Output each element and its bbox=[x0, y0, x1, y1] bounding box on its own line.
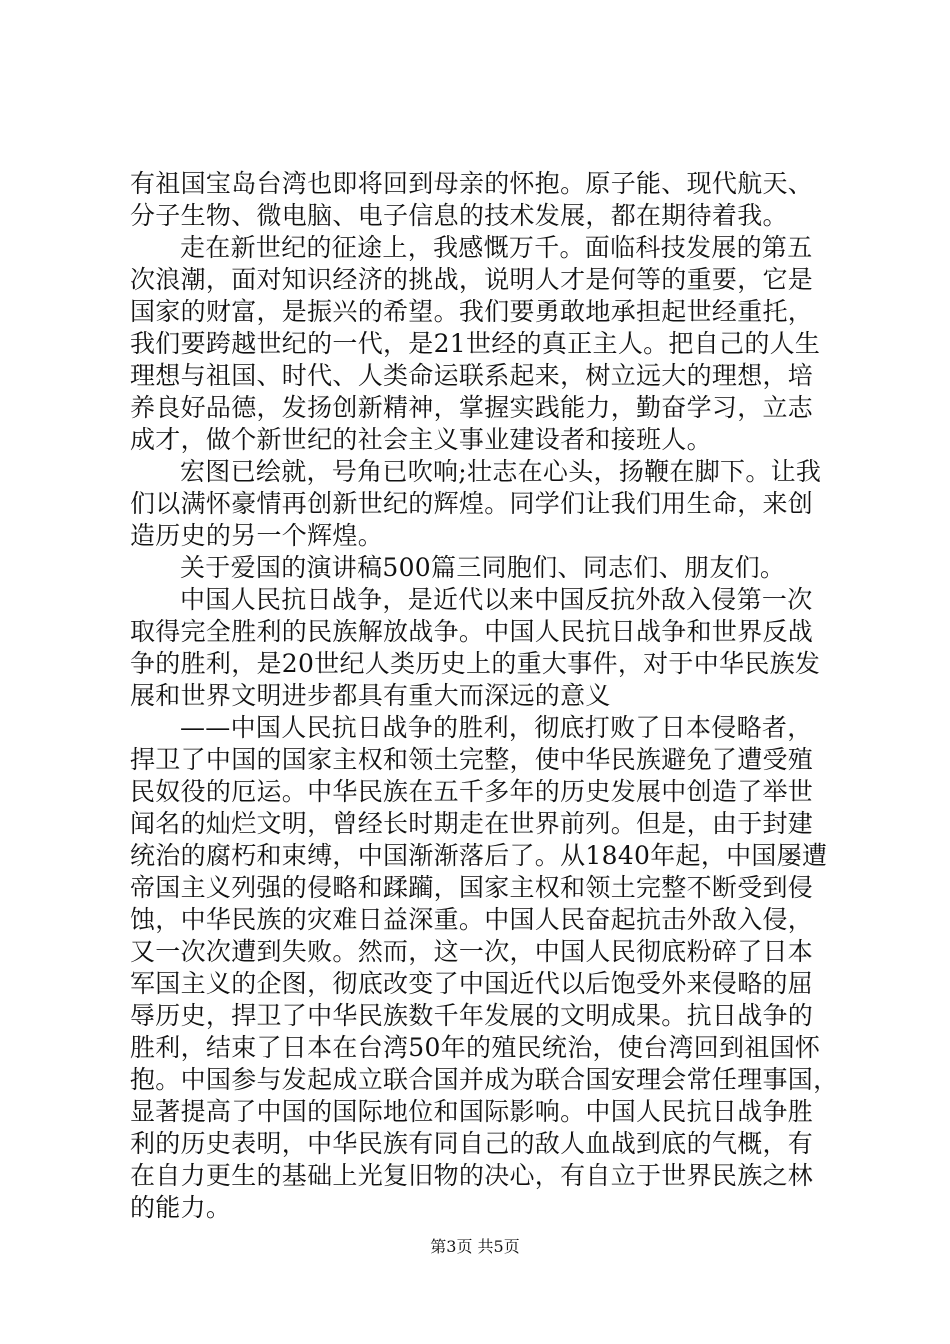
text-line: 分子生物、微电脑、电子信息的技术发展，都在期待着我。 bbox=[130, 201, 788, 230]
text-line: 的能力。 bbox=[130, 1193, 232, 1222]
text-line: 帝国主义列强的侵略和蹂躏，国家主权和领土完整不断受到侵 bbox=[130, 873, 814, 902]
text-line: 统治的腐朽和束缚，中国渐渐落后了。从1840年起，中国屡遭 bbox=[130, 841, 828, 870]
text-line: 我们要跨越世纪的一代，是21世经的真正主人。把自己的人生 bbox=[130, 329, 821, 358]
text-line: 养良好品德，发扬创新精神，掌握实践能力，勤奋学习，立志 bbox=[130, 393, 814, 422]
text-line: 显著提高了中国的国际地位和国际影响。中国人民抗日战争胜 bbox=[130, 1097, 814, 1126]
text-line: 宏图已绘就，号角已吹响;壮志在心头，扬鞭在脚下。让我 bbox=[180, 457, 822, 486]
text-line: 捍卫了中国的国家主权和领土完整，使中华民族避免了遭受殖 bbox=[130, 745, 814, 774]
text-line: 民奴役的厄运。中华民族在五千多年的历史发展中创造了举世 bbox=[130, 777, 814, 806]
text-line: 理想与祖国、时代、人类命运联系起来，树立远大的理想，培 bbox=[130, 361, 814, 390]
text-line: 走在新世纪的征途上，我感慨万千。面临科技发展的第五 bbox=[180, 233, 813, 262]
document-body bbox=[130, 168, 839, 1224]
text-line: 军国主义的企图，彻底改变了中国近代以后饱受外来侵略的屈 bbox=[130, 969, 814, 998]
text-line: 成才，做个新世纪的社会主义事业建设者和接班人。 bbox=[130, 425, 712, 454]
text-line: 造历史的另一个辉煌。 bbox=[130, 521, 384, 550]
text-line: 抱。中国参与发起成立联合国并成为联合国安理会常任理事国， bbox=[130, 1065, 839, 1094]
page-footer: 第3页 共5页 bbox=[430, 1237, 520, 1256]
text-line: 中国人民抗日战争，是近代以来中国反抗外敌入侵第一次 bbox=[180, 585, 813, 614]
text-line: 闻名的灿烂文明，曾经长时期走在世界前列。但是，由于封建 bbox=[130, 809, 814, 838]
text-line: 次浪潮，面对知识经济的挑战，说明人才是何等的重要，它是 bbox=[130, 265, 814, 294]
text-line: 利的历史表明，中华民族有同自己的敌人血战到底的气概，有 bbox=[130, 1129, 814, 1158]
text-line: 们以满怀豪情再创新世纪的辉煌。同学们让我们用生命，来创 bbox=[130, 489, 814, 518]
text-line: 展和世界文明进步都具有重大而深远的意义 bbox=[130, 681, 611, 710]
text-line: 辱历史，捍卫了中华民族数千年发展的文明成果。抗日战争的 bbox=[130, 1001, 814, 1030]
text-line: 取得完全胜利的民族解放战争。中国人民抗日战争和世界反战 bbox=[130, 617, 814, 646]
text-line: 争的胜利，是20世纪人类历史上的重大事件，对于中华民族发 bbox=[130, 649, 821, 678]
text-line: 又一次次遭到失败。然而，这一次，中国人民彻底粉碎了日本 bbox=[130, 937, 814, 966]
text-line: 国家的财富，是振兴的希望。我们要勇敢地承担起世经重托， bbox=[130, 297, 814, 326]
text-line: 有祖国宝岛台湾也即将回到母亲的怀抱。原子能、现代航天、 bbox=[130, 169, 814, 198]
text-line: ——中国人民抗日战争的胜利，彻底打败了日本侵略者， bbox=[180, 713, 813, 742]
text-line: 关于爱国的演讲稿500篇三同胞们、同志们、朋友们。 bbox=[180, 553, 786, 582]
text-line: 胜利，结束了日本在台湾50年的殖民统治，使台湾回到祖国怀 bbox=[130, 1033, 821, 1062]
text-line: 在自力更生的基础上光复旧物的决心，有自立于世界民族之林 bbox=[130, 1161, 814, 1190]
text-line: 蚀，中华民族的灾难日益深重。中国人民奋起抗击外敌入侵， bbox=[130, 905, 814, 934]
